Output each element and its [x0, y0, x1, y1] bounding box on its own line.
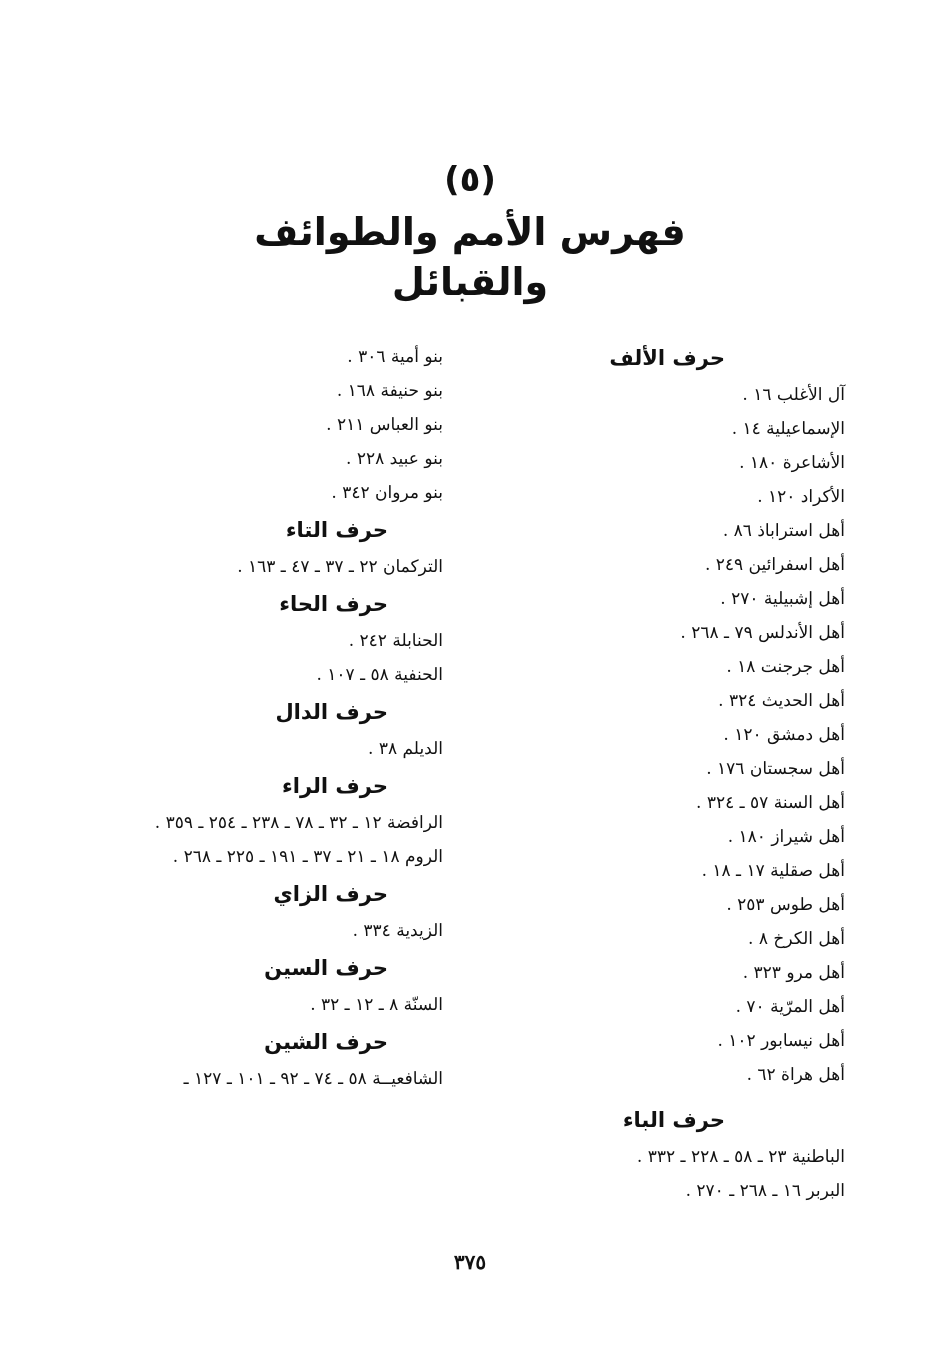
alef-list — [515, 378, 845, 1092]
ra-list — [98, 806, 443, 874]
index-entry: أهل السنة ٥٧ ـ ٣٢٤ . — [696, 793, 845, 813]
index-entry: الزيدية ٣٣٤ . — [352, 921, 443, 941]
index-entry: أهل نيسابور ١٠٢ . — [717, 1031, 845, 1051]
section-heading-ba: حرف الباء — [622, 1108, 725, 1132]
zay-list — [98, 914, 443, 948]
index-entry: السنّة ٨ ـ ١٢ ـ ٣٢ . — [310, 995, 443, 1015]
sin-list — [98, 988, 443, 1022]
index-entry: أهل مرو ٣٢٣ . — [742, 963, 845, 983]
index-entry: أهل سجستان ١٧٦ . — [706, 759, 845, 779]
index-entry: أهل جرجنت ١٨ . — [726, 657, 845, 677]
shin-list — [98, 1062, 443, 1096]
index-entry: أهل هراة ٦٢ . — [746, 1065, 845, 1085]
index-entry: آل الأغلب ١٦ . — [742, 385, 845, 405]
right-column — [515, 338, 845, 1208]
ta-list — [98, 550, 443, 584]
section-heading-ra: حرف الراء — [282, 774, 388, 798]
page-number: ٣٧٥ — [453, 1250, 487, 1274]
index-entry: الشافعيــة ٥٨ ـ ٧٤ ـ ٩٢ ـ ١٠١ ـ ١٢٧ ـ — [183, 1069, 443, 1089]
section-number: (٥) — [444, 160, 496, 200]
dal-list — [98, 732, 443, 766]
page-title: فهرس الأمم والطوائف — [254, 210, 686, 254]
index-entry: الإسماعيلية ١٤ . — [731, 419, 845, 439]
left-column — [98, 340, 443, 1096]
index-entry: الأكراد ١٢٠ . — [757, 487, 845, 507]
ha-list — [98, 624, 443, 692]
section-heading-alef: حرف الألف — [609, 346, 725, 370]
index-entry: أهل إشبيلية ٢٧٠ . — [720, 589, 845, 609]
index-entry: الأشاعرة ١٨٠ . — [739, 453, 845, 473]
index-entry: أهل دمشق ١٢٠ . — [723, 725, 845, 745]
index-entry: أهل طوس ٢٥٣ . — [726, 895, 845, 915]
ba-list — [515, 1140, 845, 1208]
index-entry: الحنابلة ٢٤٢ . — [348, 631, 443, 651]
section-heading-dal: حرف الدال — [275, 700, 388, 724]
index-entry: أهل صقلية ١٧ ـ ١٨ . — [701, 861, 845, 881]
index-entry: البربر ١٦ ـ ٢٦٨ ـ ٢٧٠ . — [685, 1181, 845, 1201]
index-entry: أهل استراباذ ٨٦ . — [722, 521, 845, 541]
index-entry: بنو مروان ٣٤٢ . — [331, 483, 443, 503]
index-entry: الباطنية ٢٣ ـ ٥٨ ـ ٢٢٨ ـ ٣٣٢ . — [636, 1147, 845, 1167]
index-entry: بنو أمية ٣٠٦ . — [347, 347, 443, 367]
section-heading-ta: حرف التاء — [285, 518, 388, 542]
ba-continued-list — [98, 340, 443, 510]
index-entry: الديلم ٣٨ . — [368, 739, 443, 759]
section-heading-sin: حرف السين — [264, 956, 388, 980]
section-heading-shin: حرف الشين — [264, 1030, 388, 1054]
index-entry: الحنفية ٥٨ ـ ١٠٧ . — [316, 665, 443, 685]
index-entry: أهل اسفرائين ٢٤٩ . — [704, 555, 845, 575]
index-entry: أهل شيراز ١٨٠ . — [727, 827, 845, 847]
index-entry: أهل الحديث ٣٢٤ . — [718, 691, 845, 711]
index-entry: أهل المرّية ٧٠ . — [735, 997, 845, 1017]
index-entry: أهل الكرخ ٨ . — [748, 929, 845, 949]
index-entry: الروم ١٨ ـ ٢١ ـ ٣٧ ـ ١٩١ ـ ٢٢٥ ـ ٢٦٨ . — [172, 847, 443, 867]
index-entry: التركمان ٢٢ ـ ٣٧ ـ ٤٧ ـ ١٦٣ . — [237, 557, 443, 577]
index-entry: أهل الأندلس ٧٩ ـ ٢٦٨ . — [680, 623, 845, 643]
section-heading-zay: حرف الزاي — [273, 882, 388, 906]
index-entry: بنو حنيفة ١٦٨ . — [336, 381, 443, 401]
section-heading-ha: حرف الحاء — [279, 592, 388, 616]
index-entry: بنو العباس ٢١١ . — [326, 415, 443, 435]
page-title-line2: والقبائل — [391, 260, 549, 304]
index-entry: الرافضة ١٢ ـ ٣٢ ـ ٧٨ ـ ٢٣٨ ـ ٢٥٤ ـ ٣٥٩ . — [154, 813, 443, 833]
index-entry: بنو عبيد ٢٢٨ . — [346, 449, 443, 469]
